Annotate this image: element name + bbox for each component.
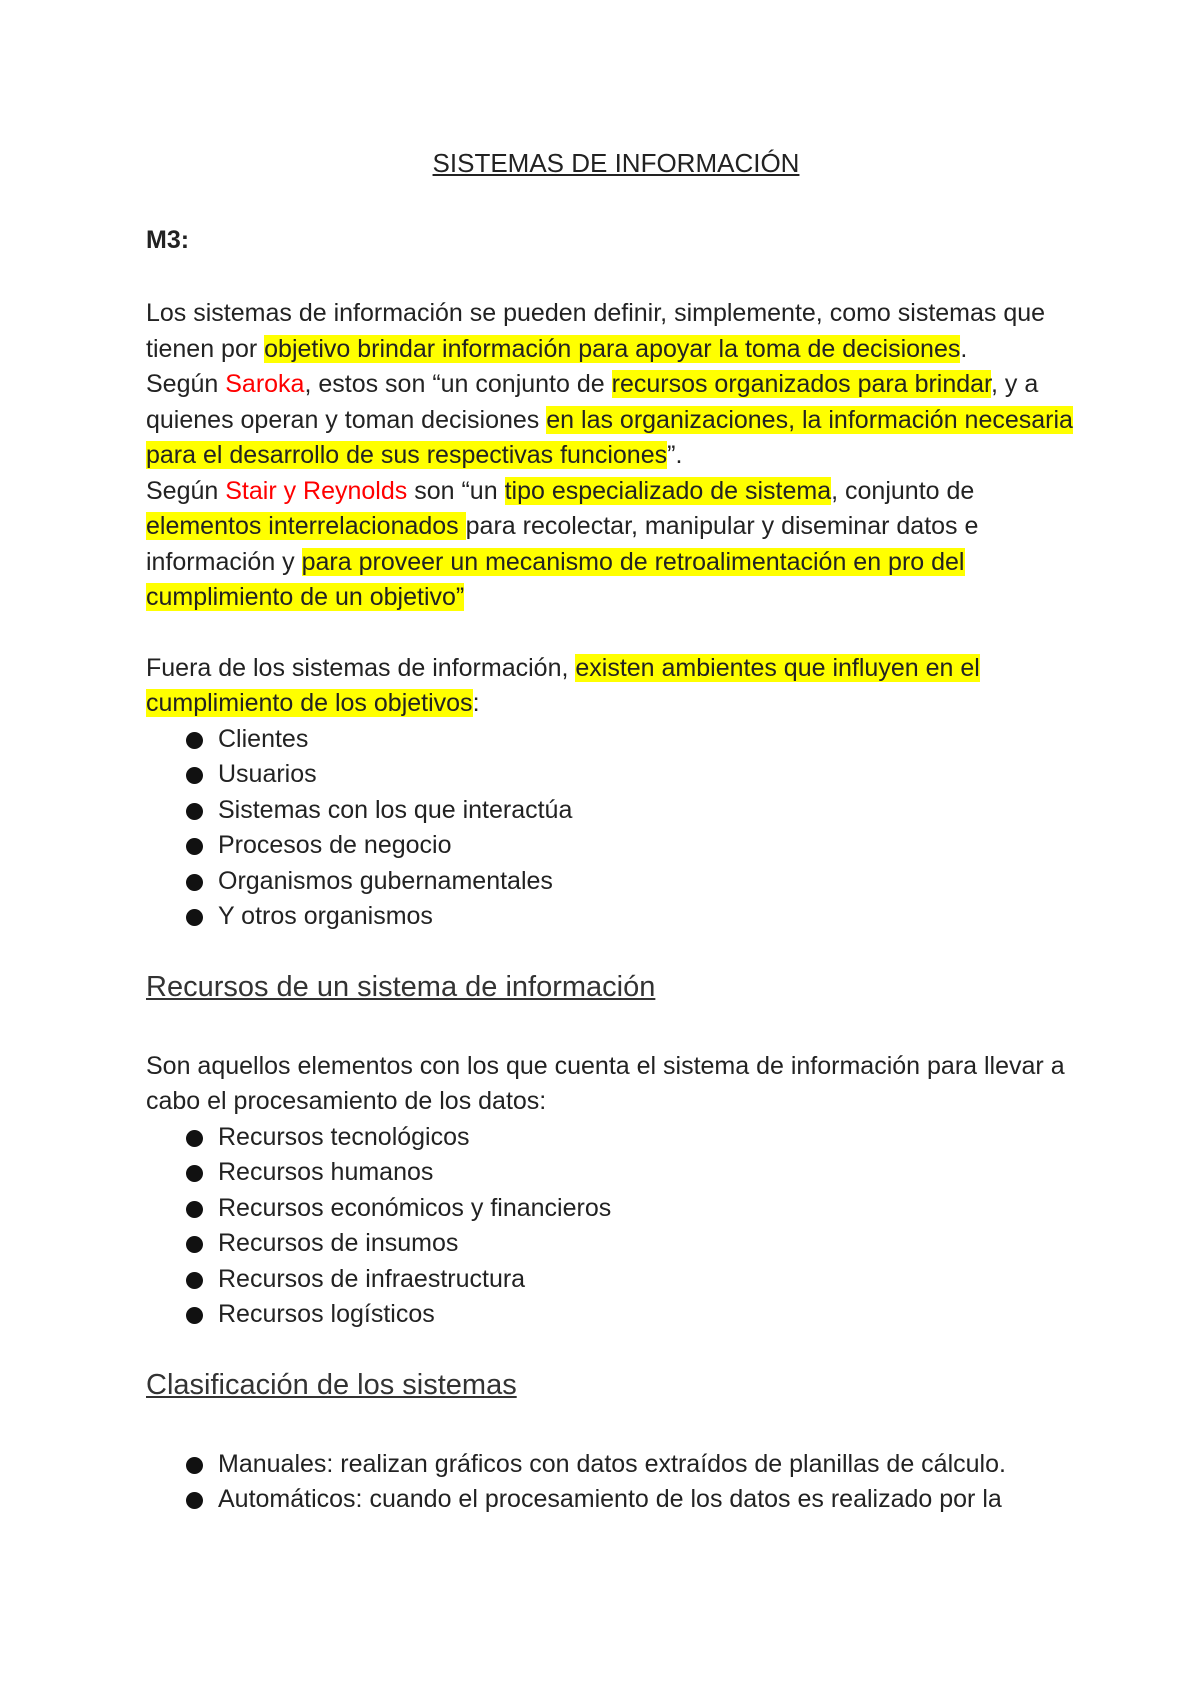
environments-list	[146, 722, 1086, 935]
paragraph-resources-intro: Son aquellos elementos con los que cuenta el sistema de información para llevar a cabo el procesamiento de los datos:	[146, 1051, 1065, 1115]
highlighted-text: para proveer un mecanismo de retroalimentación en pro del cumplimiento de un objetivo”	[146, 547, 965, 611]
paragraph-environments	[146, 651, 1086, 722]
document-content	[146, 138, 1086, 1518]
text-segment: Según	[146, 370, 226, 398]
list-item: Recursos de insumos	[186, 1226, 1086, 1262]
list-item: Automáticos: cuando el procesamiento de los datos es realizado por la	[186, 1482, 1086, 1518]
list-item: Recursos humanos	[186, 1155, 1086, 1191]
module-label: M3:	[146, 226, 190, 254]
highlighted-text: tipo especializado de sistema	[504, 476, 832, 505]
text-segment: , y a quienes operan y toman decisiones	[146, 370, 1039, 434]
text-segment: Fuera de los sistemas de información,	[146, 653, 576, 682]
highlighted-text: elementos interrelacionados	[146, 512, 466, 540]
list-item: Sistemas con los que interactúa	[186, 793, 1086, 829]
list-item: Usuarios	[186, 757, 1086, 793]
text-segment: :	[472, 689, 480, 717]
text-segment: , conjunto de	[831, 476, 975, 505]
list-item: Clientes	[186, 722, 1086, 758]
text-segment: , estos son “un conjunto de	[304, 370, 612, 398]
list-item: Recursos tecnológicos	[186, 1120, 1086, 1156]
document-title: SISTEMAS DE INFORMACIÓN	[432, 148, 800, 178]
list-item: Organismos gubernamentales	[186, 864, 1086, 900]
spacer	[146, 616, 1086, 651]
list-item: Manuales: realizan gráficos con datos extraídos de planillas de cálculo.	[186, 1447, 1086, 1483]
list-item: Recursos de infraestructura	[186, 1262, 1086, 1298]
paragraph-stair-reynolds	[146, 474, 1086, 616]
highlighted-text: recursos organizados para brindar	[611, 370, 992, 398]
text-segment: .	[960, 334, 968, 363]
list-item: Y otros organismos	[186, 899, 1086, 935]
text-segment: ”.	[667, 441, 683, 469]
text-segment: para recolectar, manipular y diseminar datos e información y	[146, 512, 979, 576]
classification-list	[146, 1447, 1086, 1518]
paragraph-definition	[146, 296, 1086, 367]
list-item: Procesos de negocio	[186, 828, 1086, 864]
highlighted-text: objetivo brindar información para apoyar la toma de decisiones	[264, 334, 961, 363]
author-name: Saroka	[225, 370, 305, 398]
highlighted-text: en las organizaciones, la información necesaria para el desarrollo de sus respectivas funciones	[146, 405, 1073, 469]
author-name: Stair y Reynolds	[225, 476, 408, 505]
section-heading-classification: Clasificación de los sistemas	[146, 1368, 517, 1401]
highlighted-text: existen ambientes que influyen en el cumplimiento de los objetivos	[146, 653, 980, 717]
section-heading-resources: Recursos de un sistema de información	[146, 970, 656, 1003]
text-segment: Según	[146, 476, 226, 505]
paragraph-saroka	[146, 367, 1086, 474]
text-segment: Los sistemas de información se pueden definir, simplemente, como sistemas que tienen por	[146, 299, 1046, 363]
list-item: Recursos económicos y financieros	[186, 1191, 1086, 1227]
resources-list	[146, 1120, 1086, 1333]
list-item: Recursos logísticos	[186, 1297, 1086, 1333]
text-segment: son “un	[407, 476, 505, 505]
